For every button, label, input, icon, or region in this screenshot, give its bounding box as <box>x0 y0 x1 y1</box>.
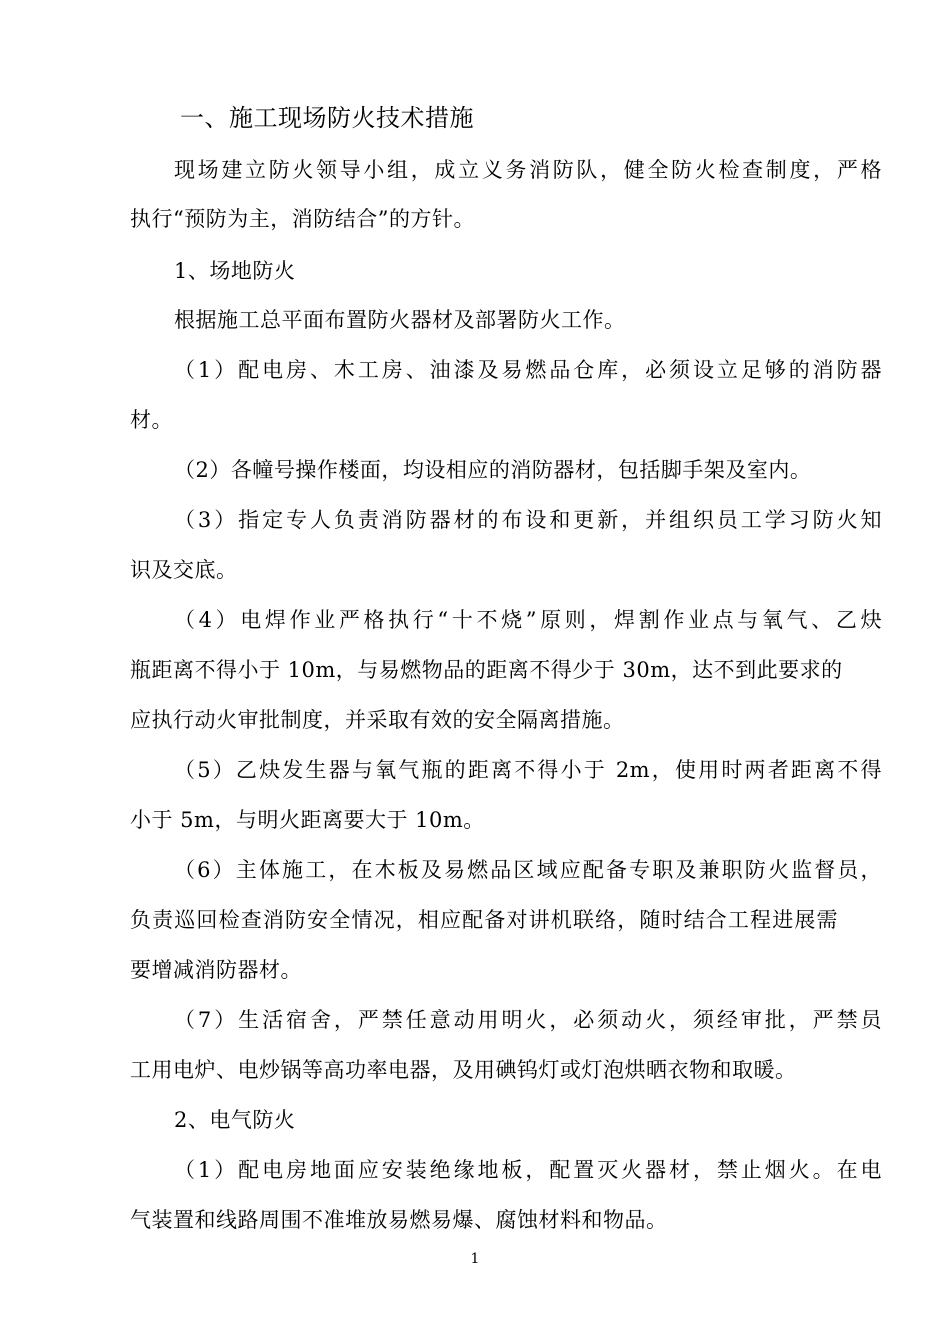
list-item-line: 材。 <box>130 408 173 432</box>
list-item-line: 工用电炉、电炒锅等高功率电器，及用碘钨灯或灯泡烘晒衣物和取暖。 <box>130 1058 797 1082</box>
list-item-line: 小于 5m，与明火距离要大于 10m。 <box>130 808 485 832</box>
list-item-line: （2）各幢号操作楼面，均设相应的消防器材，包括脚手架及室内。 <box>174 458 812 482</box>
list-item-line: （3）指定专人负责消防器材的布设和更新，并组织员工学习防火知 <box>174 508 882 532</box>
list-item-line: （1）配电房地面应安装绝缘地板，配置灭火器材，禁止烟火。在电 <box>174 1158 882 1182</box>
list-item-line: 要增减消防器材。 <box>130 958 302 982</box>
list-item-line: （5）乙炔发生器与氧气瓶的距离不得小于 2m，使用时两者距离不得 <box>174 758 882 782</box>
list-item-line: （7）生活宿舍，严禁任意动用明火，必须动火，须经审批，严禁员 <box>174 1008 882 1032</box>
list-item-line: 气装置和线路周围不准堆放易燃易爆、腐蚀材料和物品。 <box>130 1208 668 1232</box>
section-heading: 一、施工现场防火技术措施 <box>180 104 474 132</box>
paragraph-line: 现场建立防火领导小组，成立义务消防队，健全防火检查制度，严格 <box>174 158 882 182</box>
list-item-line: （4）电焊作业严格执行“十不烧”原则，焊割作业点与氧气、乙炔 <box>174 608 882 632</box>
list-item-line: 应执行动火审批制度，并采取有效的安全隔离措施。 <box>130 708 625 732</box>
subsection-heading: 1、场地防火 <box>174 259 296 283</box>
page-number: 1 <box>470 1251 480 1267</box>
list-item-line: （6）主体施工，在木板及易燃品区域应配备专职及兼职防火监督员， <box>174 858 882 882</box>
list-item-line: （1）配电房、木工房、油漆及易燃品仓库，必须设立足够的消防器 <box>174 358 882 382</box>
subsection-heading: 2、电气防火 <box>174 1108 296 1132</box>
paragraph-line: 执行“预防为主，消防结合”的方针。 <box>130 207 475 231</box>
list-item-line: 识及交底。 <box>130 558 238 582</box>
list-item-line: 负责巡回检查消防安全情况，相应配备对讲机联络，随时结合工程进展需 <box>130 908 838 932</box>
list-item-line: 瓶距离不得小于 10m，与易燃物品的距离不得少于 30m，达不到此要求的 <box>130 658 843 682</box>
paragraph-line: 根据施工总平面布置防火器材及部署防火工作。 <box>174 308 626 332</box>
